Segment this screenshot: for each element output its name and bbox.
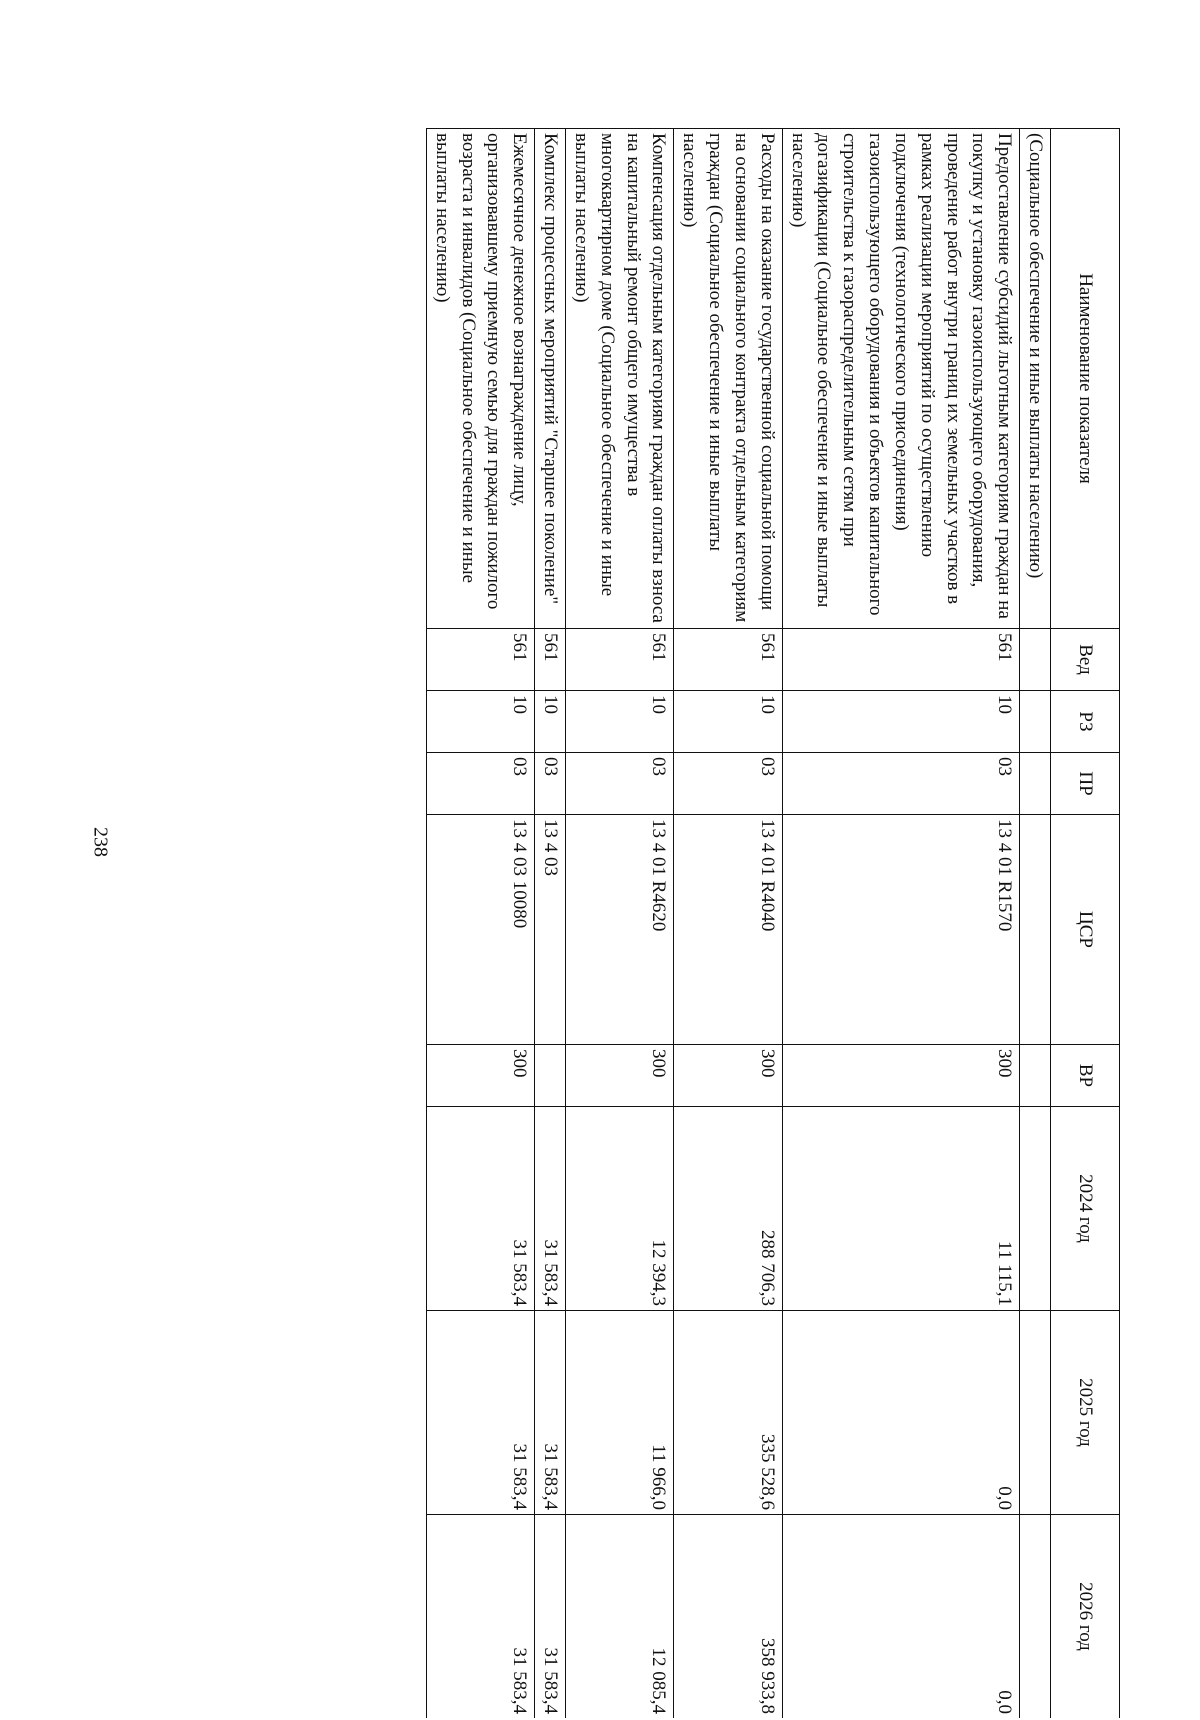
cell-2024: 12 394,3 xyxy=(566,1107,674,1311)
cell-pr xyxy=(1020,753,1051,815)
cell-name: (Социальное обеспечение и иные выплаты населению) xyxy=(1020,129,1051,629)
cell-pr: 03 xyxy=(566,753,674,815)
header-pr: ПР xyxy=(1051,753,1120,815)
cell-vr: 300 xyxy=(566,1045,674,1107)
table-row xyxy=(782,129,1019,1719)
cell-csr: 13 4 01 R4040 xyxy=(674,815,782,1045)
cell-2025: 31 583,4 xyxy=(426,1311,534,1515)
cell-csr: 13 4 03 xyxy=(535,815,566,1045)
cell-vr: 300 xyxy=(674,1045,782,1107)
cell-vr xyxy=(535,1045,566,1107)
cell-ved: 561 xyxy=(674,629,782,691)
table-row xyxy=(426,129,534,1719)
cell-2025: 335 528,6 xyxy=(674,1311,782,1515)
cell-2026: 31 583,4 xyxy=(426,1515,534,1719)
cell-2026: 0,0 xyxy=(782,1515,1019,1719)
cell-name: Компенсация отдельным категориям граждан оплаты взноса на капитальный ремонт общего имущества в многоквартирном доме (Социальное обеспечение и иные выплаты населению) xyxy=(566,129,674,629)
header-csr: ЦСР xyxy=(1051,815,1120,1045)
table-header-row xyxy=(1051,129,1120,1719)
cell-vr: 300 xyxy=(782,1045,1019,1107)
cell-2026: 31 583,4 xyxy=(535,1515,566,1719)
cell-rz: 10 xyxy=(566,691,674,753)
header-2024: 2024 год xyxy=(1051,1107,1120,1311)
cell-csr: 13 4 01 R4620 xyxy=(566,815,674,1045)
cell-name: Расходы на оказание государственной социальной помощи на основании социального контракта отдельным категориям граждан (Социальное обеспечение и иные выплаты населению) xyxy=(674,129,782,629)
cell-2024: 31 583,4 xyxy=(426,1107,534,1311)
cell-pr: 03 xyxy=(535,753,566,815)
cell-ved: 561 xyxy=(782,629,1019,691)
cell-rz xyxy=(1020,691,1051,753)
cell-csr xyxy=(1020,815,1051,1045)
cell-rz: 10 xyxy=(782,691,1019,753)
cell-pr: 03 xyxy=(782,753,1019,815)
cell-ved: 561 xyxy=(426,629,534,691)
rotated-table-container xyxy=(170,128,1120,1718)
header-name: Наименование показателя xyxy=(1051,129,1120,629)
table-row xyxy=(535,129,566,1719)
header-2026: 2026 год xyxy=(1051,1515,1120,1719)
cell-name: Комплекс процессных мероприятий "Старшее поколение" xyxy=(535,129,566,629)
cell-csr: 13 4 01 R1570 xyxy=(782,815,1019,1045)
cell-2026: 358 933,8 xyxy=(674,1515,782,1719)
cell-rz: 10 xyxy=(674,691,782,753)
header-rz: РЗ xyxy=(1051,691,1120,753)
cell-vr: 300 xyxy=(426,1045,534,1107)
table-row xyxy=(674,129,782,1719)
cell-2025: 0,0 xyxy=(782,1311,1019,1515)
cell-pr: 03 xyxy=(674,753,782,815)
table-wrapper xyxy=(170,128,1120,1718)
cell-rz: 10 xyxy=(535,691,566,753)
cell-ved xyxy=(1020,629,1051,691)
table-row xyxy=(566,129,674,1719)
cell-2024: 288 706,3 xyxy=(674,1107,782,1311)
cell-pr: 03 xyxy=(426,753,534,815)
cell-2026: 12 085,4 xyxy=(566,1515,674,1719)
cell-2025 xyxy=(1020,1311,1051,1515)
cell-vr xyxy=(1020,1045,1051,1107)
header-2025: 2025 год xyxy=(1051,1311,1120,1515)
cell-name: Ежемесячное денежное вознаграждение лицу, организовавшему приемную семью для граждан пожилого возраста и инвалидов (Социальное обеспечение и иные выплаты населению) xyxy=(426,129,534,629)
budget-table xyxy=(426,128,1120,1718)
header-vr: ВР xyxy=(1051,1045,1120,1107)
table-row xyxy=(1020,129,1051,1719)
cell-name: Предоставление субсидий льготным категориям граждан на покупку и установку газоиспользующего оборудования, проведение работ внутри границ их земельных участков в рамках реализации мероприятий по осуществлению подключения (технологического присоединения) газоиспользующего оборудования и объектов капитального строительства к газораспределительным сетям при догазификации (Социальное обеспечение и иные выплаты населению) xyxy=(782,129,1019,629)
cell-2025: 11 966,0 xyxy=(566,1311,674,1515)
header-ved: Вед xyxy=(1051,629,1120,691)
cell-2024: 11 115,1 xyxy=(782,1107,1019,1311)
cell-csr: 13 4 03 10080 xyxy=(426,815,534,1045)
cell-ved: 561 xyxy=(535,629,566,691)
page-number: 238 xyxy=(89,827,112,857)
cell-2024: 31 583,4 xyxy=(535,1107,566,1311)
cell-2024 xyxy=(1020,1107,1051,1311)
cell-2025: 31 583,4 xyxy=(535,1311,566,1515)
cell-ved: 561 xyxy=(566,629,674,691)
cell-2026 xyxy=(1020,1515,1051,1719)
cell-rz: 10 xyxy=(426,691,534,753)
